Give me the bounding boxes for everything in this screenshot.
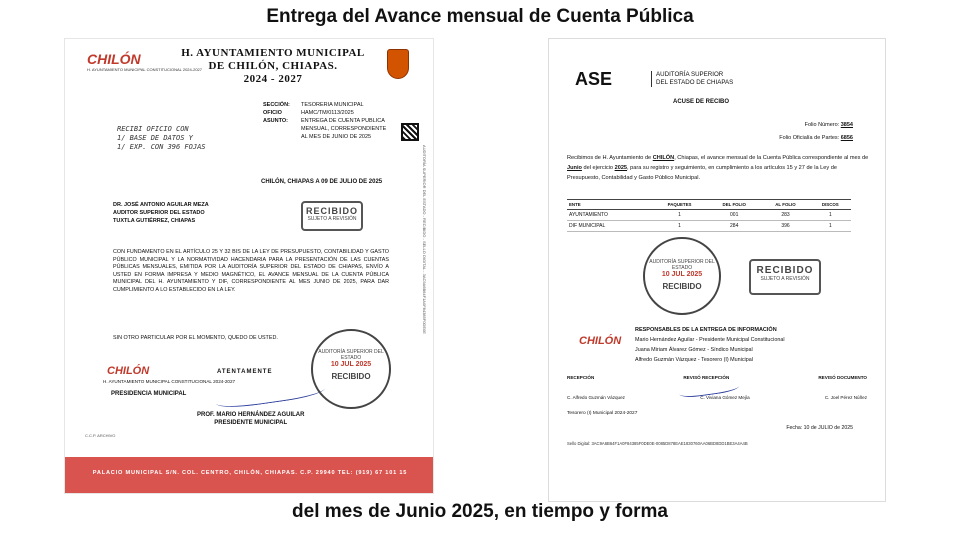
signature-block: H. AYUNTAMIENTO MUNICIPAL CONSTITUCIONAL 2024-2027 — [103, 379, 236, 384]
headline-top: Entrega del Avance mensual de Cuenta Pública — [266, 6, 694, 27]
oficio-footer: PALACIO MUNICIPAL S/N. COL. CENTRO, CHILÓN, CHIAPAS. C.P. 29940 TEL: (919) 67 101 15 — [65, 457, 434, 494]
recibido-stamp: RECIBIDO SUJETO A REVISIÓN — [749, 259, 821, 295]
ase-logo: ASE — [575, 69, 613, 89]
ayuntamiento-header: H. AYUNTAMIENTO MUNICIPAL DE CHILÓN, CHIAPAS. 2024 - 2027 — [181, 47, 365, 85]
oficio-document — [64, 38, 434, 494]
chiapas-shield-icon — [387, 49, 409, 79]
chilon-logo-small: CHILÓN — [579, 335, 622, 347]
oficio-date: CHILÓN, CHIAPAS A 09 DE JULIO DE 2025 — [261, 179, 383, 185]
table-row: DIF MUNICIPAL 1 284 396 1 — [567, 221, 851, 232]
acuse-document — [548, 38, 886, 502]
headline-bottom: del mes de Junio 2025, en tiempo y forma — [292, 501, 668, 522]
atentamente-label: ATENTAMENTE — [217, 369, 273, 375]
responsables-list: Mario Hernández Aguilar - Presidente Municipal Constitucional Juana Miriam Álvarez Gómez - Síndico Municipal Alfredo Guzmán Vázquez - Tesorero (I) Municipal — [635, 337, 785, 363]
table-row: AYUNTAMIENTO 1 001 283 1 — [567, 210, 851, 221]
signature-columns: RECEPCIÓN REVISÓ RECEPCIÓN REVISÓ DOCUMENTO — [567, 375, 867, 380]
acuse-text: Recibimos de H. Ayuntamiento de CHILÓN, Chiapas, el avance mensual de la Cuenta Pública correspondiente al mes de Junio del ejercicio 2025, para su registro y seguimiento, en cumplimiento a los artículos 15 y 27 de la Ley de Presupuesto, Contabilidad y Gasto Público Municipal. — [567, 155, 869, 181]
handwritten-note: RECIBI OFICIO CON 1/ BASE DE DATOS Y 1/ EXP. CON 396 FOJAS — [117, 125, 206, 151]
ase-round-stamp: AUDITORÍA SUPERIOR DEL ESTADO 10 JUL 2025 RECIBIDO — [643, 237, 721, 315]
qr-code-icon — [401, 123, 419, 141]
ase-round-stamp: AUDITORÍA SUPERIOR DEL ESTADO 10 JUL 2025 RECIBIDO — [311, 329, 391, 409]
paquetes-table: ENTE PAQUETES DEL FOLIO AL FOLIO DISCOS AYUNTAMIENTO 1 001 283 1 DIF MUNICIPAL 1 284 396 1 — [567, 199, 851, 232]
closing-line: SIN OTRO PARTICULAR POR EL MOMENTO, QUEDO DE USTED. — [113, 335, 278, 341]
ase-subtitle: AUDITORÍA SUPERIOR DEL ESTADO DE CHIAPAS — [651, 71, 733, 87]
oficio-meta: SECCIÓN: TESORERIA MUNICIPAL OFICIO HAMC/TM/0113/2025 ASUNTO: ENTREGA DE CUENTA PUBLICA MENSUAL, CORRESPONDIENTE AL MES DE JUNIO DE 2025 — [263, 102, 387, 140]
signature-names: C. Alfredo Guzmán Vázquez C. Viviana Gómez Mejía C. Joel Pérez Núñez — [567, 395, 867, 400]
oficio-body: CON FUNDAMENTO EN EL ARTÍCULO 25 Y 32 BIS DE LA LEY DE PRESUPUESTO, CONTABILIDAD Y GASTO PÚBLICO MUNICIPAL Y LA NORMATIVIDAD HACENDARIA PARA LA PRESENTACIÓN DE LAS CUENTAS PÚBLICAS MENSUALES, EMITIDA POR LA AUDITORÍA SUPERIOR DEL ESTADO DE CHIAPAS, ENVÍO A USTED EN FORMA IMPRESA Y MEDIO MAGNÉTICO, EL AVANCE MENSUAL DE LA CUENTA PÚBLICA MUNICIPAL DEL H. AYUNTAMIENTO Y DIF, CORRESPONDIENTE AL MES JUNIO DE 2025, PARA DAR CUMPLIMIENTO A LO ESTABLECIDO EN LA LEY. — [113, 249, 389, 293]
acuse-title: ACUSE DE RECIBO — [673, 99, 730, 105]
recibido-stamp: RECIBIDO SUJETO A REVISIÓN — [301, 201, 363, 231]
presidencia-label: PRESIDENCIA MUNICIPAL — [111, 391, 187, 397]
folio-block: Folio Número: 3854 Folio Oficialía de Partes: 6856 — [779, 122, 853, 141]
acuse-date: Fecha: 10 de JULIO de 2025 — [786, 425, 853, 431]
tesorero-line: Tesorero (I) Municipal 2024-2027 — [567, 411, 638, 416]
responsables-title: RESPONSABLES DE LA ENTREGA DE INFORMACIÓN — [635, 327, 777, 333]
vertical-receipt-text: AUDITORÍA SUPERIOR DEL ESTADO - RECIBIDO - SELLO DIGITAL - 3AC9A6B64F1A0F84385F0DE0E — [422, 145, 427, 334]
chilon-logo-small: CHILÓN — [107, 365, 150, 377]
chilon-logo: CHILÓN H. AYUNTAMIENTO MUNICIPAL CONSTITUCIONAL 2024-2027 — [87, 51, 202, 72]
ccp-line: C.C.P. ARCHIVO — [85, 433, 116, 438]
digital-seal: Sello Digital: 3AC9A6B64F1A0F84385F0DE0E-0085D878EAE1830760AA06BD8DD1BE3A4A4B — [567, 441, 748, 446]
addressee: DR. JOSÉ ANTONIO AGUILAR MEZA AUDITOR SUPERIOR DEL ESTADO TUXTLA GUTIÉRREZ, CHIAPAS — [113, 202, 209, 224]
signer: PROF. MARIO HERNÁNDEZ AGUILAR PRESIDENTE MUNICIPAL — [197, 412, 305, 426]
